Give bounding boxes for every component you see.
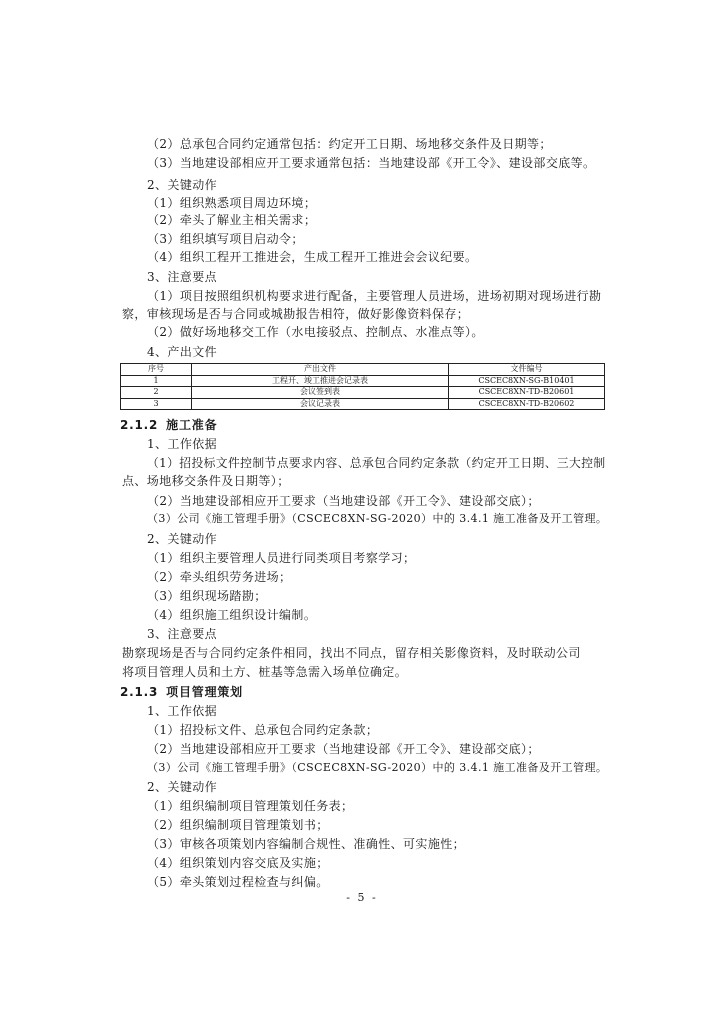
text-line: （1）招投标文件控制节点要求内容、总承包合同约定条款（约定开工日期、三大控制	[147, 456, 606, 470]
text-line: （2）总承包合同约定通常包括：约定开工日期、场地移交条件及日期等；	[147, 137, 552, 151]
table-row	[121, 375, 605, 387]
text-line: （1）组织编制项目管理策划任务表；	[147, 799, 354, 813]
text-line: （4）组织施工组织设计编制。	[147, 608, 317, 622]
text-line: 勘察现场是否与合同约定条件相同，找出不同点，留存相关影像资料，及时联动公司	[122, 646, 581, 660]
section-title: 施工准备	[166, 418, 218, 432]
text-line: （1）项目按照组织机构要求进行配备，主要管理人员进场，进场初期对现场进行勘	[147, 289, 602, 303]
table-cell: CSCEC8XN-TD-B20601	[449, 387, 605, 399]
text-line: （3）当地建设部相应开工要求通常包括：当地建设部《开工令》、建设部交底等。	[147, 156, 596, 170]
text-line: （2）当地建设部相应开工要求（当地建设部《开工令》、建设部交底）；	[147, 742, 540, 756]
table-cell: CSCEC8XN-SG-B10401	[449, 375, 605, 387]
column-header: 序号	[121, 364, 192, 376]
table-cell: CSCEC8XN-TD-B20602	[449, 398, 605, 410]
table-header-row	[121, 364, 605, 376]
text-line: （2）做好场地移交工作（水电接驳点、控制点、水准点等）。	[147, 325, 484, 339]
output-files-table	[120, 363, 605, 410]
section-title: 项目管理策划	[166, 685, 243, 699]
text-line: （3）组织现场踏勘；	[147, 589, 267, 603]
text-line: （1）组织主要管理人员进行同类项目考察学习；	[147, 551, 416, 565]
text-line: 4、产出文件	[147, 345, 218, 359]
text-line: 点、场地移交条件及日期等）；	[122, 474, 290, 488]
text-line: （3）组织填写项目启动令；	[147, 232, 304, 246]
text-line: （2）牵头组织劳务进场；	[147, 570, 292, 584]
text-line: （1）组织熟悉项目周边环境；	[147, 196, 317, 210]
text-line: （2）牵头了解业主相关需求；	[147, 213, 317, 227]
table-cell: 2	[121, 387, 192, 399]
column-header: 文件编号	[449, 364, 605, 376]
page-number: - 5 -	[346, 891, 378, 904]
text-line: （3）公司《施工管理手册》（CSCEC8XN-SG-2020）中的 3.4.1 施工准备及开工管理。	[147, 512, 608, 525]
text-line: （3）公司《施工管理手册》（CSCEC8XN-SG-2020）中的 3.4.1 施工准备及开工管理。	[147, 761, 608, 774]
column-header: 产出文件	[192, 364, 449, 376]
text-line: 将项目管理人员和土方、桩基等急需入场单位确定。	[122, 665, 408, 679]
text-line: （4）组织策划内容交底及实施；	[147, 856, 329, 870]
text-line: 3、注意要点	[147, 627, 218, 641]
table-cell: 会议签到表	[192, 387, 449, 399]
text-line: 2、关键动作	[147, 780, 218, 794]
section-heading	[120, 418, 217, 432]
table-row	[121, 387, 605, 399]
section-number: 2.1.3	[120, 685, 159, 699]
text-line: （1）招投标文件、总承包合同约定条款；	[147, 723, 379, 737]
table-cell: 1	[121, 375, 192, 387]
table-cell: 会议记录表	[192, 398, 449, 410]
text-line: （3）审核各项策划内容编制合规性、准确性、可实施性；	[147, 837, 466, 851]
section-heading	[120, 685, 243, 699]
text-line: 3、注意要点	[147, 270, 218, 284]
text-line: 1、工作依据	[147, 704, 218, 718]
table-cell: 3	[121, 398, 192, 410]
table-row	[121, 398, 605, 410]
table-cell: 工程开、竣工推进会记录表	[192, 375, 449, 387]
section-number: 2.1.2	[120, 418, 159, 432]
text-line: 2、关键动作	[147, 532, 218, 546]
text-line: （2）当地建设部相应开工要求（当地建设部《开工令》、建设部交底）；	[147, 494, 540, 508]
text-line: 1、工作依据	[147, 437, 218, 451]
text-line: 2、关键动作	[147, 178, 218, 192]
text-line: （5）牵头策划过程检查与纠偏。	[147, 875, 329, 889]
text-line: 察，审核现场是否与合同或城勘报告相符，做好影像资料保存；	[122, 307, 470, 321]
text-line: （2）组织编制项目管理策划书；	[147, 818, 329, 832]
text-line: （4）组织工程开工推进会，生成工程开工推进会会议纪要。	[147, 250, 478, 264]
